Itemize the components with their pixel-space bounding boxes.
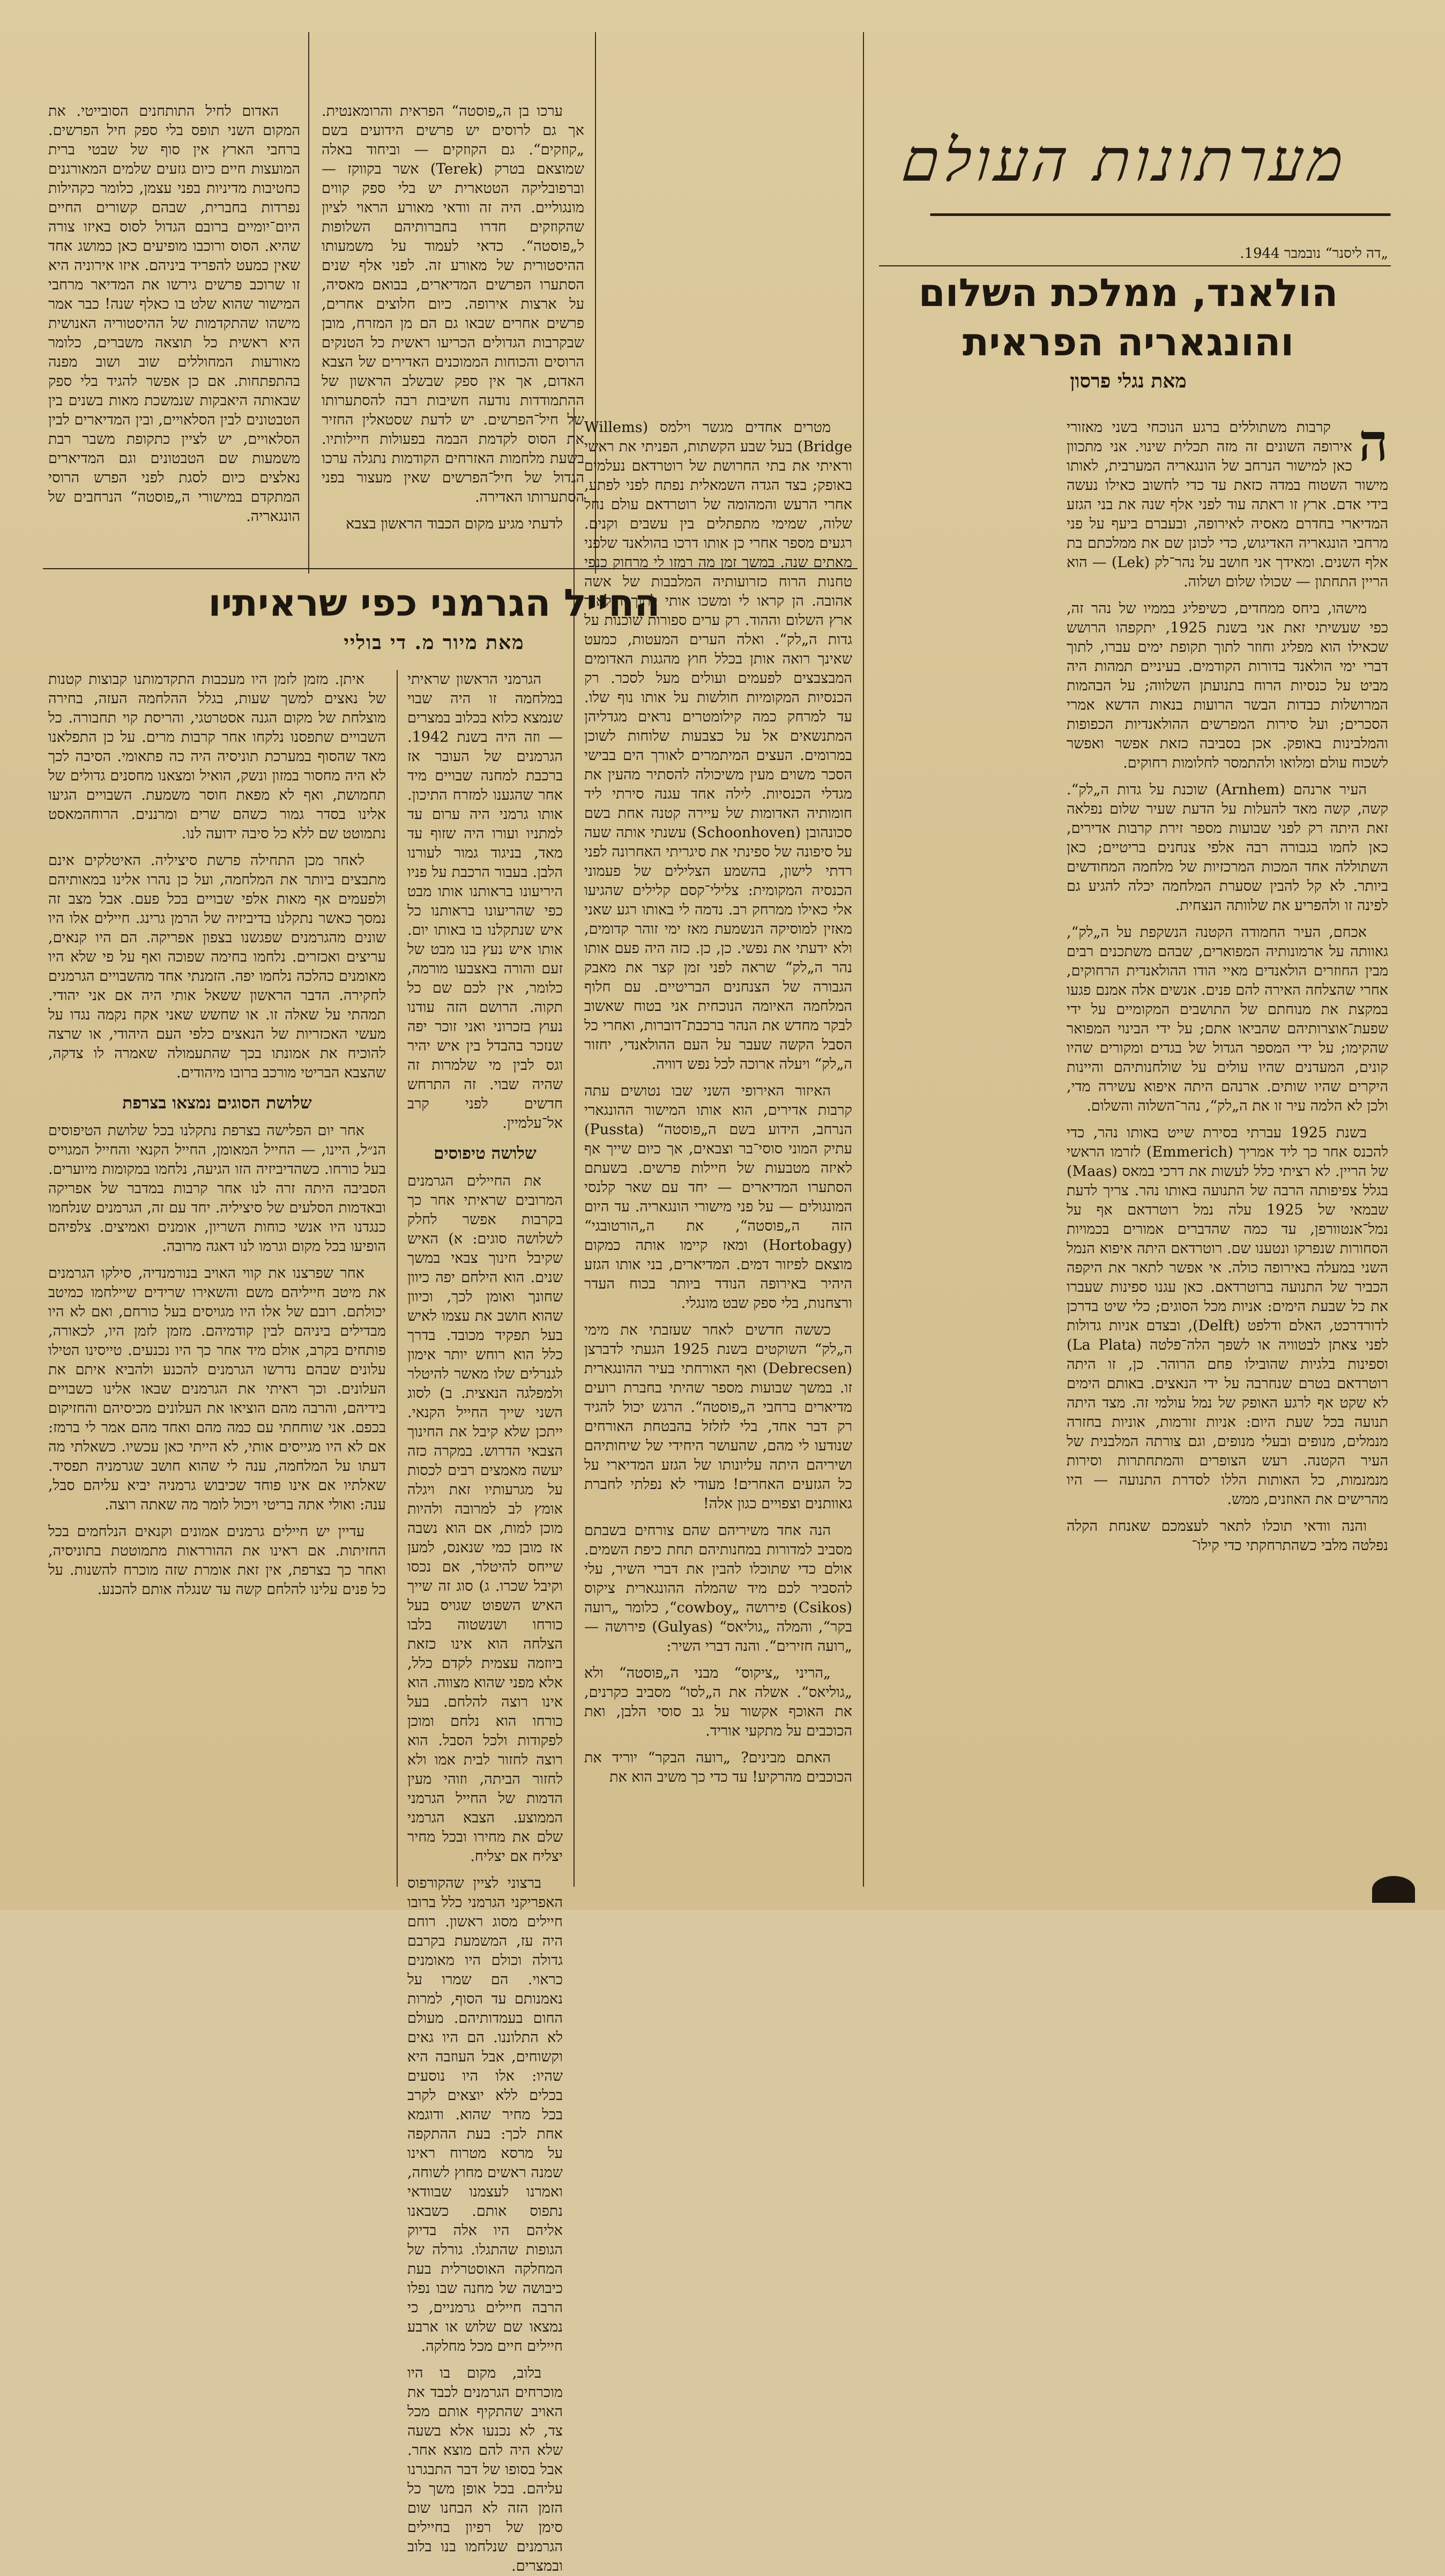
column-rule (573, 407, 575, 1887)
paragraph: אכחם, העיר החמודה הקטנה הנשקפת על ה„לק“, גאוותה על ארמונותיה המפוארים, שבהם משתכנים רבים מבין החוזרים הולאנדים מאיי הודו ההולאנדית הרחוקים, אחרי שהצלחה האירה להם פנים. אנשים אלה אמנם פגעו במקצת את מנוחתם של התושבים המקומיים על ידי שפעת־אוצרותיהם שהביאו אתם; על ידי הבינוי המפואר שהקימו; על ידי המספר הגדול של בגדים ומקורים שהיו קונים, המעדנים שהיו עולים על שולחנותיהם והיינות היקרים שהיו שותים. ארנהם היתה איפוא עשירה מדי, ולכן לא הלמה עיר זו את ה„לק“, נהר־השלוה והשלום. (1067, 924, 1388, 1114)
article2-column-2 (48, 670, 386, 1887)
paragraph: עדיין יש חיילים גרמנים אמונים וקנאים הנלחמים בכל החזיתות. אם ראינו את ההורראות מתמוטטת בתוניסיה, ואחר כך בצרפת, אין זאת אומרת שזה מוכרח להשנות. על כל פנים עלינו להלחם קשה עד שנגלה אותם להכנע. (48, 1523, 386, 1598)
dateline: „דה ליסנר“ נובמבר 1944. (1240, 245, 1388, 262)
paragraph: האדום לחיל התותחנים הסובייטי. את המקום השני תופס בלי ספק חיל הפרשים. ברחבי הארץ אין סוף של שבטי ברית המועצות חיים כיום גזעים שלמים המאורגנים כחטיבות מדיניות בפני עצמן, כלומר כקהילות נפרדות בחברית, שבהם קשורים החיים היום־יומיים ברובם הגדול לסוס באיזו צורה שהיא. הסוס ורוכבו מופיעים כאן כמושג אחד שאין כמעט להפריד ביניהם. איזו אירוניה היא זו שרוכב פרשים גירשו את המדיאר מרחבי המישור שהוא שלט בו כאלף שנה! כבר אמר מישהו שהתקדמות של ההיסטוריה האנושית היא ראשית כל תוצאה משברים, כלומר מאורעות המחוללים שוב ושוב מפנה בהתפתחות. אם כן אפשר להגיד בלי ספק שבאותה היאבקות שנמשכת מאות בשנים בין הטבטונים לבין הסלאויים, ובין המדיארים לבין הסלאויים, יש לציין כתקופת משבר רבת משמעות שם הטבטונים וגם המדיארים נאלצים כיום לסגת לפני הפרש הרוסי המתקדם במישורי ה„פוסטה“ הנרחבים של הונגאריה. (48, 103, 300, 525)
paragraph: בשנת 1925 עברתי בסירת שייט באותו נהר, כדי להכנס אחר כך ליד אמריך (Emmerich) לזרמו הראשי של הריין. לא רציתי כלל לעשות את דרכי במאס (Maas) בגלל צפיפותה הרבה של התנועה באותו נהר. צריך לדעת שבמאי של 1925 עלה נמל רוטרדאם אף על נמל־אנטוורפן, עד כמה שהדברים אמורים בכמויות הסחורות שנפרקו ונטענו שם. רוטרדאם היתה איפוא הנמל השני במעלה באירופה כולה. אי אפשר לתאר את היקפה הכביר של התנועה ברוטרדאם. כאן עגנו ספינות שעברו את כל שבעת הימים: אניות מכל הסוגים; כלי שיט בדרכן לדורדרכט, האלם ודלפט (Delft), ובצדם אניות גדולות לפני צאתן לבטוויה או לשפך הלה־פלטה (La Plata) וספינות בלגיות שהובילו פחם הרוהר. כן, זו היתה רוטרדאם בטרם שנחרבה על ידי הנאצים. באותם הימים לא שקט אף לרגע האופק של נמל עולמי זה. מצד היתה תנועה בכל שעת היום: אניות זורמות, אוניות בחזרה מנמלים, מנופים ובעלי מנופים, וגם צורתה המלבנית של העיר הקטנה. רעש הצופרים והמתחתרות וסירות מנמנמות, כל האותות הללו לסדרת התנועה — היו מהרישים את האוזנים, ממש. (1067, 1125, 1388, 1508)
paragraph: העיר ארנהם (Arnhem) שוכנת על גדות ה„לק“. קשה, קשה מאד להעלות על הדעת שעיר שלום נפלאה זאת היתה רק לפני שבועות מספר זירת קרבות אדירים, כאן לחמו בגבורה רבה אלפי צנחנים בריטיים; כאן השתוללה אחד המכות המרכזיות של מלחמה המחודשים ביותר. לא קל להבין שסערת המלחמה יכלה להגיע גם לפינה זו ולהפריע את שלוותה הנצחית. (1067, 781, 1388, 914)
page-corner-mark (1372, 1876, 1415, 1903)
paragraph: את החיילים הגרמנים המרובים שראיתי אחר כך בקרבות אפשר לחלק לשלושה סוגים: א) האיש שקיבל חינוך צבאי במשך שנים. הוא הילחם יפה כיוון שחונך ואומן לכך, וכיוון שהוא חושב את עצמו לאיש בעל תפקיד מכובד. בדרך כלל הוא רוחש יותר אימון לגנרלים שלו מאשר להיטלר ולמפלגה הנאצית. ב) לסוג השני שייך החייל הקנאי. ייתכן שלא קיבל את החינוך הצבאי הדרוש. במקרה כזה יעשה מאמצים רבים לכסות על מגרעותיו זאת ויגלה אומץ לב למרובה ולהיות מוכן למות, אם הוא נשבה אז מובן כמי שנאנס, למען שייחס להיטלר, אם נכסו וקיבל שכרו. ג) סוג זה שייך האיש השפוט שגויס בעל כורחו ושנשטוה בלבו הצלחה הוא אינו כזאת ביוזמה עצמית לקדם כלל, אלא מפני שהוא מצווה. הוא אינו רוצה להלחם. בעל כורחו הוא נלחם ומוכן לפקודות ולכל הסבל. הוא רוצה לחזור לבית אמו ולא לחזור הביתה, וזוהי מעין הדמות של החייל הגרמני הממוצע. הצבא הגרמני שלם את מחירו ובכל מחיר יצליח אם יצליח. (407, 1173, 563, 1865)
paragraph: מישהו, ביחס ממחדים, כשיפליג בממיו של נהר זה, כפי שעשיתי זאת אני בשנת 1925, יתקפהו הרושש שכאילו הוא מפליג וחוזר לתוך תקופת ימים עברו, לתוך דברי ימי הולאנד בדורות הקודמים. בעיניים תמהות היה מביט על כנסיות הרוח בתנועתן השלווה; על הבהמות המרושלות כבדות הבשר הרועות בנאות הדשא אמרי הסכרים; ועל סירות המפרשים ההולאנדיות הכפופות והמלבינות באופק. אכן בסביבה כזאת אפשר ואפשר לשכוח עולם ומלואו ולהתמסר לחלומות רחוקים. (1067, 600, 1388, 771)
article1-column-3 (322, 102, 584, 563)
article1-byline: מאת נגלי פרסון (1070, 370, 1187, 392)
subheading: שלושה טיפוסים (434, 1144, 537, 1163)
article1-column-4 (48, 102, 300, 563)
paragraph: הנה אחד משיריהם שהם צורחים בשבתם מסביב למדורות במחנותיהם תחת כיפת השמים. אולם כדי שתוכלו להבין את דברי השיר, עלי להסביר לכם מיד שהמלה ההונגארית ציקוס (Csikos) פירושה „cowboy“, כלומר „רועה בקר“, והמלה „גוליאס“ (Gulyas) פירושה — „רועה חזירים“. והנה דברי השיר: (584, 1522, 852, 1655)
masthead: מערתונות העולם (899, 126, 1351, 195)
paragraph: אחר שפרצנו את קווי האויב בנורמנדיה, סילקו הגרמנים את מיטב חייליהם משם והשאירו שרידים שיילחמו כמיטב יכולתם. רובם של אלו היו מגויסים בעל כורחם, ואם לא היו מבדילים ביניהם לבין קודמיהם. מזמן לזמן היו, לכאורה, פותחים בקרב, אולם מיד אחר כך היו נכנעים. טייסינו הטילו עלונים שבהם נדרשו הגרמנים להכנע ולהביא איתם את העלונים. וכך ראיתי את הגרמנים שבאו אלינו כשבויים בידיהם, והרבה מהם הוציאו את העלונים מכיסיהם והחזיקום בכפם. אני שוחחתי עם כמה מהם ואחד מהם אמר לי ברמז: אם לא היו מגייסים אותי, לא הייתי כאן עכשיו. כשאלתי מה דעתו על המלחמה, ענה לי שהוא חושב שגרמניה תפסיד. שאלתיו אם אינו פוחד שכיבוש גרמניה יביא עליהם סבל, ענה: ואולי אתה בריטי ויכול לומר מה שאתה רוצה. (48, 1265, 386, 1513)
column-rule (397, 670, 398, 1887)
paragraph: כששה חדשים לאחר שעזבתי את מימי ה„לק“ השוקטים בשנת 1925 הגעתי לדברצן (Debrecsen) ואף האורחתי בעיר ההונגארית זו. במשך שבועות מספר שהיתי בחברת רועים מדיארים ברחבי ה„פוסטה“. הרגש יכול להגיד רק דבר אחד, בלי לזלזל בהבטחת האורחים שנודעו לי מהם, שהעושר היחידי של שיחותיהם ושיריהם היתה עליונותו של הגזע המדיארי על כל הגזעים האחרים! מעודי לא נפלתי לחברת גאוותנים וצפויים כגון אלה! (584, 1322, 853, 1512)
subheading: שלושת הסוגים נמצאו בצרפת (122, 1093, 312, 1113)
article2-column-1 (407, 670, 563, 2574)
article1-column-1 (1067, 412, 1388, 1887)
paragraph: איתן. מזמן לזמן היו מעכבות התקדמותנו קבוצות קטנות של נאצים למשך שעות, בגלל ההלחמה העזה, בחירה מוצלחת של מקום הגנה אסטרטגי, והריסת קוי תחבורה. כל השבויים שתפסנו נלקחו אחר קרבות מרים. על כן התפלאנו מאד שהסוף במערכת תוניסיה היה כה פתאומי. הסיבה לכך לא היה מחסור במזון ונשק, הואיל ומצאנו מחסנים גדולים של תחמושת, ואף לא מפאת חוסר משמעת. השבויים הגיעו אלינו בסדר גמור כשהם שרים ומרננים. הרוחהמאסט נתמוטט שם ללא כל סיבה ידועה לנו. (48, 671, 386, 842)
paragraph: ברצוני לציין שהקורפוס האפריקני הגרמני כלל ברובו חיילים מסוג ראשון. רוחם היה עז, המשמעת בקרבם גדולה וכולם היו מאומנים כראוי. הם שמרו על נאמנותם עד הסוף, למרות החום בעמדותיהם. מעולם לא התלוננו. הם היו גאים וקשוחים, אבל העוזבה היא שהיו: אלו היו נוסעים בכלים ללא יוצאים לקרב בכל מחיר שהוא. ודוגמא אחת לכך: בעת ההתקפה על מרסא מטרוח ראינו שמנה ראשים מחוץ לשוחה, ואמרנו לעצמנו שבוודאי נתפוס אותם. כשבאנו אליהם היו אלה בדיוק הגופות שהתגלו. גורלה של המחלקה האוסטרלית בעת כיבושה של מחנה שבו נפלו הרבה חיילים גרמניים, כי נמצאו שם שלוש או ארבע חיילים חיים מכל מחלקה. (407, 1875, 563, 2355)
masthead-underline (930, 213, 1391, 216)
article2-byline: מאת מיור מ. די בוליי (344, 631, 525, 654)
paragraph: האתם מבינים? „רועה הבקר“ יוריד את הכוכבים מהרקיע! עד כדי כך משיב הוא את (584, 1749, 852, 1785)
paragraph: לאחר מכן התחילה פרשת סיציליה. האיטלקים אינם מתבצים ביותר את המלחמה, ועל כן נהרו אלינו במאותיהם ולפעמים אף מאות אלפי שבויים בכל פעם. אבל מצב זה נמסך כאשר נתקלנו בדיביזיה של הרמן גרינג. חיילים אלו היו שונים מהגרמנים שפגשנו בצפון אפריקה. הם היו קנאים, עריצים ואכזרים. נלחמו בחימה שפוכה ואף על פי שלא היו מאומנים כהלכה נלחמו יפה. הזמנתי אחד מהשבויים הגרמנים לחקירה. הדבר הראשון ששאל אותי היה אם אני יהודי. תמהתי על שאלה זו. או שחשש שאני אקח נקמה נגדו על מעשי האכזריות של הנאצים כלפי העם היהודי, או שרצה להוכיח את אמונתו בכך שהתעמולה שאמרה לו צדקה, שהצבא הבריטי מורכב ברובו מיהודים. (48, 852, 386, 1081)
article2-title: החייל הגרמני כפי שראיתיו (208, 581, 660, 625)
article1-title: הולאנד, ממלכת השלום והונגאריה הפראית (918, 270, 1338, 364)
paragraph: הגרמני הראשון שראיתי במלחמה זו היה שבוי שנמצא כלוא בכלוב במצרים — וזה היה בשנת 1942. הגרמנים של העובר אז ברכבת למחנה שבויים מיד אחר שהגענו למזרח התיכון. אותו גרמני היה ערום עד למתניו ועורו היה שזוף עד מאד, בניגוד גמור לעורנו הלבן. בעבור הרכבת על פניו היריעונו בראותנו אותו מבט כפי שהריעונו בראותנו כל איש שנתקלנו בו באותו יום. אותו איש נעץ בנו מבט של זעם והורה באצבעו מורמה, כלומר, אין לכם שם כל תקוה. הרושם הזה עודנו נעוץ בזכרוני ואני זוכר יפה שנזכר בהבדל בין איש יהיר וגס לבין מי שלמרות זה שהיה שבוי. זה התרחש חדשים לפני קרב אל־עלמיין. (407, 671, 563, 1131)
paragraph: „הריני „ציקוס“ מבני ה„פוסטה“ ולא „גוליאס“. אשלה את ה„לסו“ מסביב כקרנים, את האוכף אקשור על גב סוסי הלבן, ואת הכוכבים על מתקעי אוריד. (584, 1665, 852, 1739)
dropcap: ה (1358, 412, 1388, 473)
paragraph: לדעתי מגיע מקום הכבוד הראשון בצבא (346, 516, 563, 532)
paragraph: ערכו בן ה„פוסטה“ הפראית והרומאנטית. אך גם לרוסים יש פרשים הידועים בשם „קוזקים“. גם הקוזקים — וביחוד באלה שמוצאם בטרק (Terek) אשר בקווקז — וברפובליקה הטטארית יש בלי ספק קווים מונגוליים. היה זה וודאי מאורע הראוי לציון שהקוזקים חדרו בחברותיהם השלופות ל„פוסטה“. כדאי לעמוד על משמעותו ההיסטורית של מאורע זה. לפני אלף שנים הסתערו הפרשים המדיארים, בבואם מאסיה, על ארצות אירופה. כיום חלוצים אחרים, פרשים אחרים שבאו גם הם מן המזרח, מובן שבקרבות הגדולים הכריעו ראשית כל הטנקים הרוסים והכוחות הממוכנים האדירים של הצבא האדום, אך אין ספק שבשלב הראשון של ההתמודדות נודעה חשיבות רבה להסתערותו של חיל־הפרשים. יש לדעת שסטאלין החזיר את הסוס לקדמת הבמה בפעולות חיילותיו. בשעת מלחמות האזרחים הקודמות נתגלה ערכו הגדול של חיל־הפרשים שאין מעצור בפני הסתערותו האדירה. (322, 103, 584, 505)
paragraph: קרבות משתוללים ברגע הנוכחי בשני מאזורי אירופה השונים זה מזה תכלית שינוי. אני מתכוון כאן למישור הנרחב של הונגאריה המערבית, לאותו מישור השטוח במדה כזאת עד כדי לחשוב כאילו נעשה בידי אדם. ארץ זו ראתה עוד לפני אלף שנה את בני הגזע המדיארי בחדרם מאסיה לאירופה, ובעברם ביעף על פני מרחבי הונגאריה האדיגוש, כדי לכונן שם את ממלכתם בת אלף השנים. ומאידך אני חושב על נהר־לק (Lek) — הוא הריין התחתון — שכולו שלום ושלוה. (1067, 419, 1388, 590)
paragraph: אחר יום הפלישה בצרפת נתקלנו בכל שלושת הטיפוסים הנ״ל, היינו, — החייל המאומן, החייל הקנאי והחייל המגוייס בעל כורחו. כשהדיביזיה הזו הגיעה, נלחמו במקומות מיוערים. הסביבה היתה זרה לנו אחר קרבות במדבר של אפריקה ובאדמות הסלעים של סיציליה. יחד עם זה, הגרמנים שנלחמו כנגדנו היו אנשי כוחות השריון, אומנים ואמיצים. צלפיהם הופיעו בכל מקום וגרמו לנו דאגה מרובה. (48, 1122, 386, 1255)
paragraph: מטרים אחדים מגשר וילמס (Willems Bridge) בעל שבע הקשתות, הפניתי את ראשי וראיתי את בתי החרושת של רוטרדאם נעלמים באופק; בצד הגדה השמאלית נפתח לפני לפתע, אחרי הרעש והמהומה של רוטרדאם עולם נחל שלוה, שמימי מתפתלים בין עשבים וקנים. רגעים מספר אחרי כן אותו דרכו בהולאנד שלפני מאתים שנה. במשך זמן מה רמזו לי מרחוק כנפי טחנות הרוח כזרועותיה המלבבות של אשה אהובה. הן קראו לי ומשכו אותי לתוך הולאנד ארץ השלום וההוד. רק ערים ספורות שוכנות על גדות ה„לק“. ואלה הערים המעטות, כמעט שאינך רואה אותן בכלל חוץ מהגגות האדומים המבצבצים לפעמים ועולים מעל לסכר. רק הכנסיות המקומיות חולשות על אותו נוף שלו. עד למרחק כמה קילומטרים נראים מגדליהן המתנשאים אל על כצבעות שלוחות לשוכן במרומים. העצים המיתמרים לאורך הים בבישי הסכר משוים מעין משיכולה להסתיר מהעין את מגדלי הכנסיות. לילה אחד עגנה סירתי ליד חומותיה האדומות של עיירה קטנה אחת בשם סכונהובן (Schoonhoven) עשנתי אותה שעה על סיפונה של ספינתי את סיגריתי האחרונה לפני רדתי לישון, בהשמע הצלילים של פעמוני הכנסיה המקומית: צלילי־קסם קלילים שהגיעו אלי כאילו ממרחק רב. נדמה לי באותו רגע שאני מאזין למוסיקה הנשמעת מאז ימי זוהר קדומים, ולא ידעתי את נפשי. כן, כן. כזה היה פעם אותו נהר ה„לק“ שראה לפני זמן קצר את מאבק הגבורה של הצנחנים הבריטיים. עם חלוף המלחמה האיומה הנוכחית אני בטוח שאשוב לבקר מחדש את הנהר ברכבת־דוברות, ואחרי כל הסבל הקשה שעבר על העם ההולאנדי, יחזור ה„לק“ ויעלה ארוכה לכל נפש דוויה. (584, 419, 852, 1073)
paragraph: בלוב, מקום בו היו מוכרחים הגרמנים לכבד את האויב שהתקיף אותם מכל צד, לא נכנעו אלא בשעה שלא היה להם מוצא אחר. אבל בסופו של דבר התבגרנו עליהם. בכל אופן משך כל הזמן הזה לא הבחנו שום סימן של רפיון בחיילים הגרמנים שנלחמו בנו בלוב ובמצרים. (407, 2365, 563, 2574)
column-rule (863, 32, 864, 1887)
paragraph: והנה וודאי תוכלו לתאר לעצמכם שאנחת הקלה נפלטה מלבי כשהתרחקתי כדי קילו־ (1067, 1518, 1388, 1554)
column-rule (308, 32, 309, 574)
header-rule (879, 265, 1391, 266)
paragraph: האיזור האירופי השני שבו נטושים עתה קרבות אדירים, הוא אותו המישור ההונגארי הנרחב, הידוע בשם ה„פוסטה“ (Pussta) עתיק המוני סוסי־בר וצבאים, אך כיום שייך אף לאיזה מטבעות של חיילות פרשים. בשעתם הסתערו המדיארים — יחד עם שאר קלנסי המונגולים — על פני מישורי הונגאריה. עד היום הזה ה„פוסטה“, את ה„הורטובגי“ (Hortobagy) ומאז קיימו אותה כמקום מוצאם לפיזור דמים. המדיארים, בני אותו הגזע היהיר באירופה הנודד ביותר בכוח העדר ורצחנות, בלי ספק שבט מונגלי. (584, 1083, 852, 1312)
